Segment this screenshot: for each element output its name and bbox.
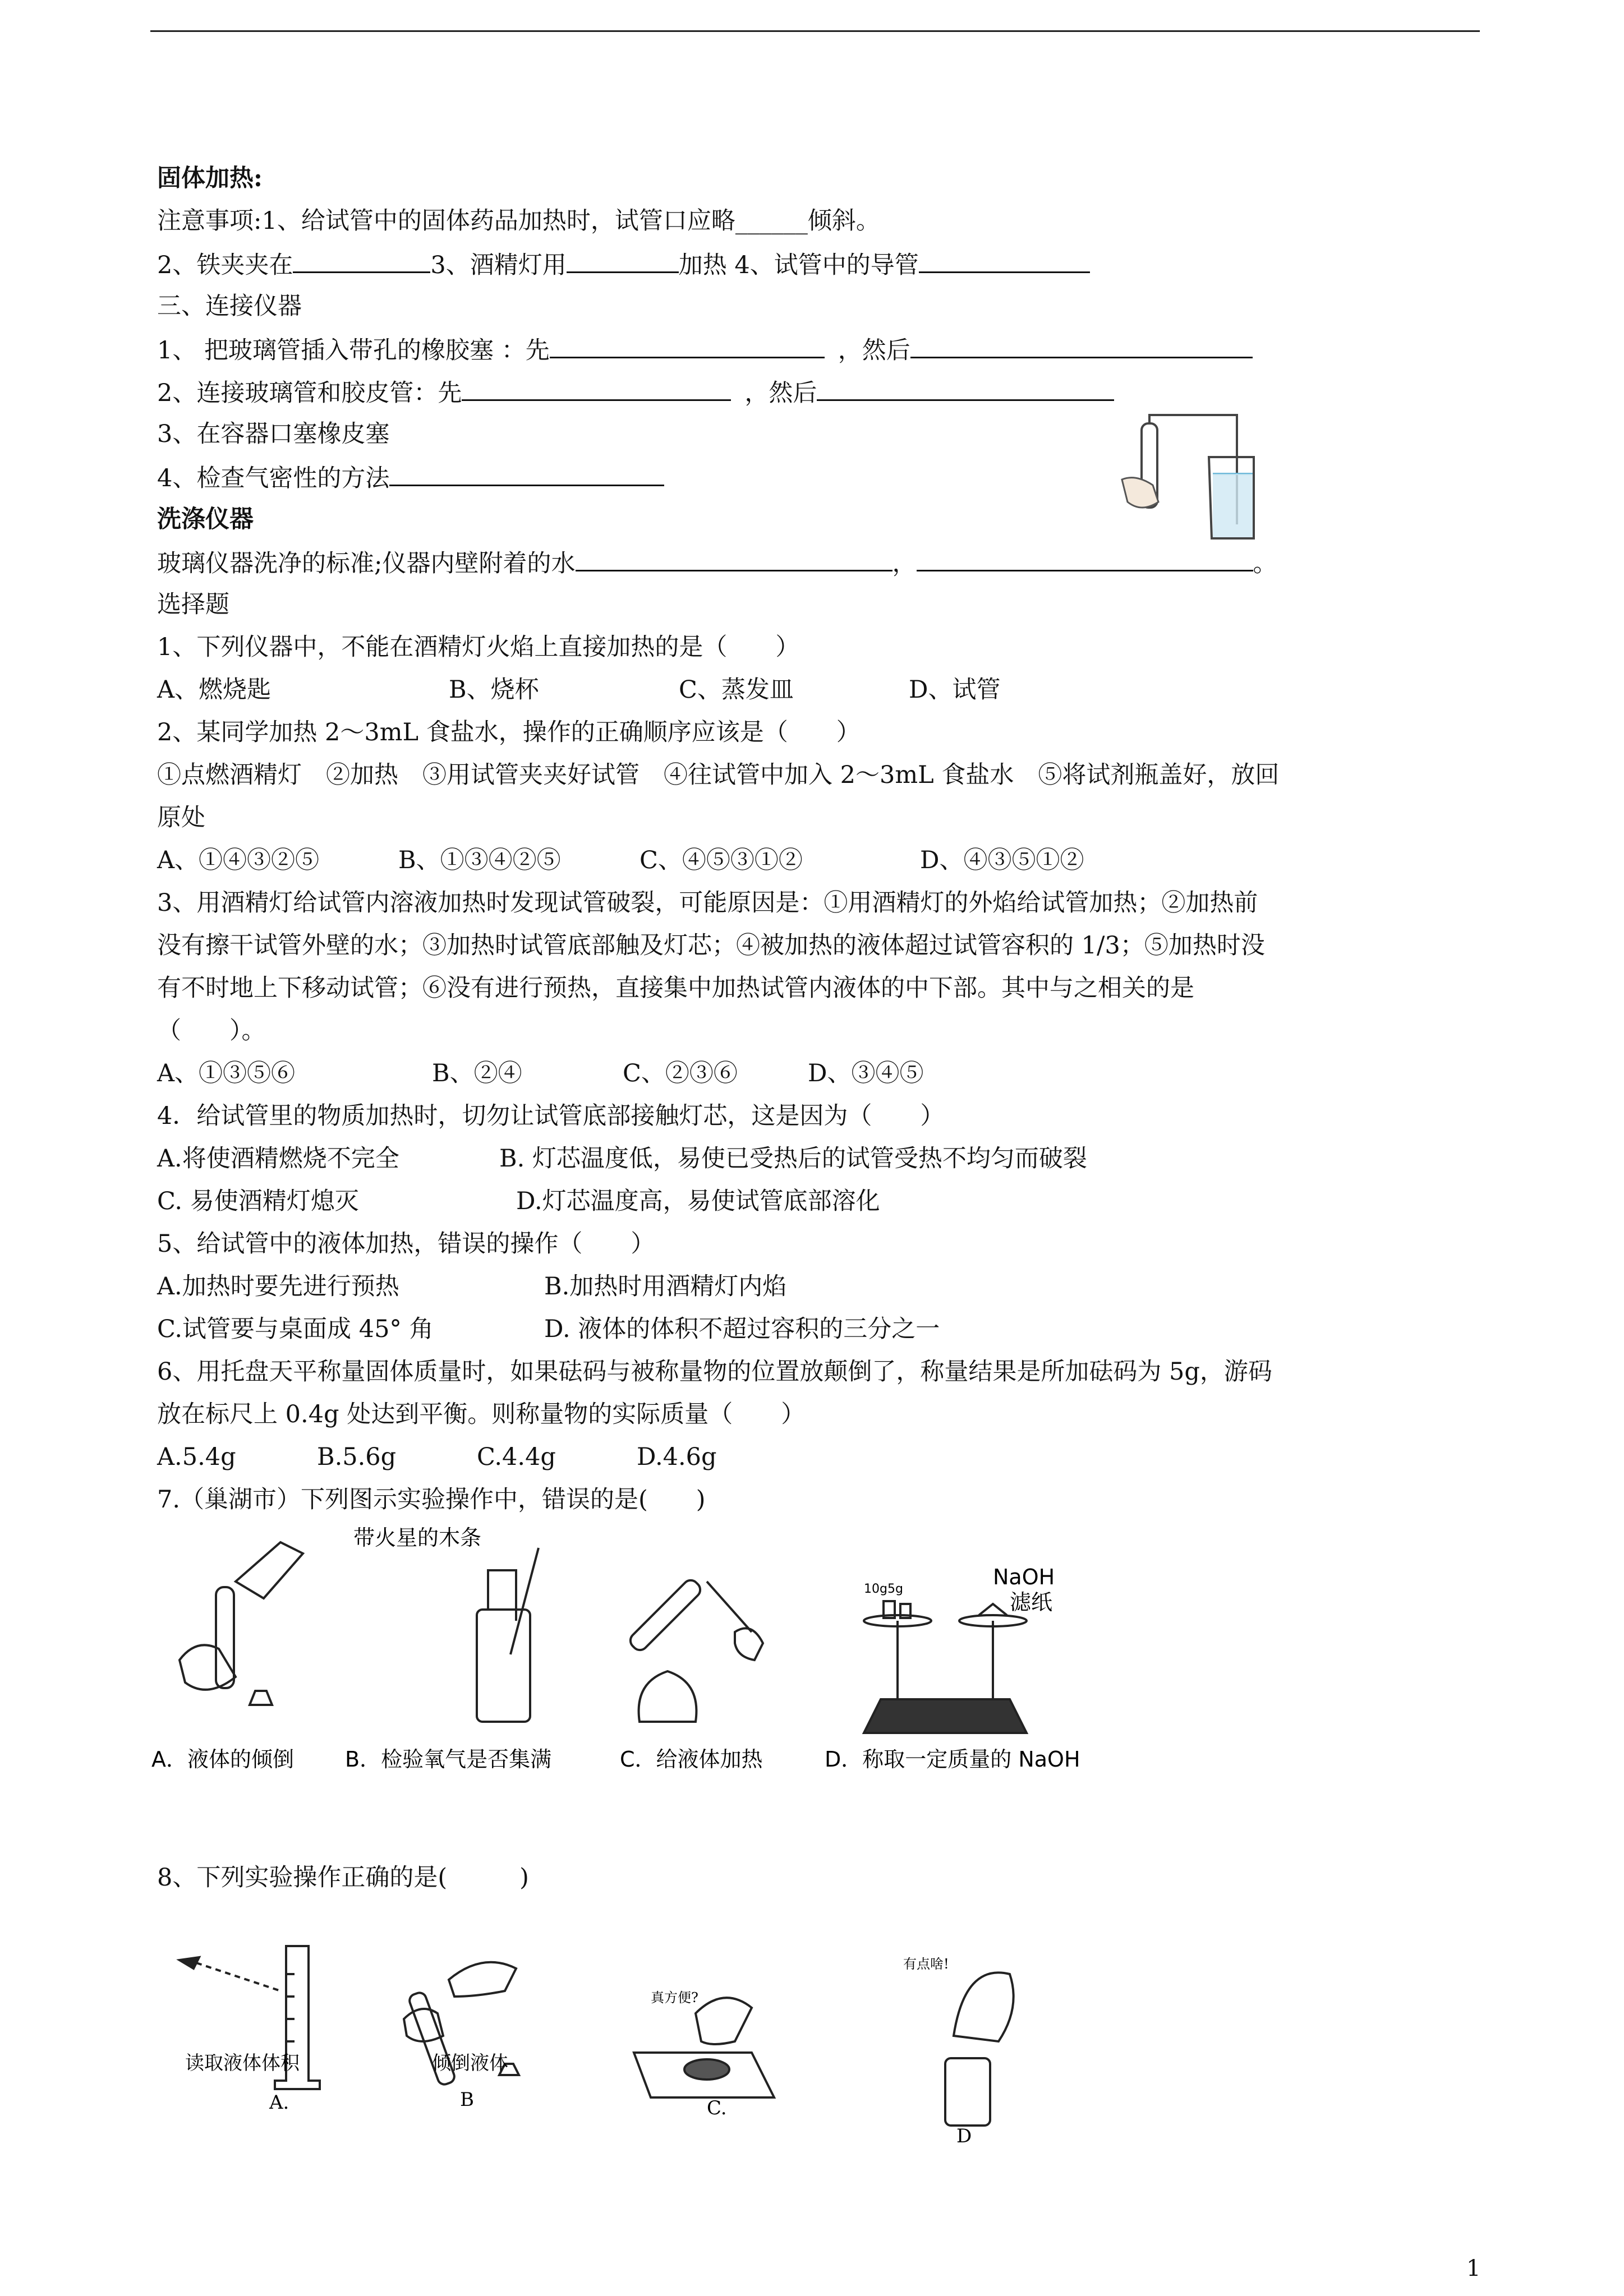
question-1-options (157, 668, 1487, 711)
answer-blank (919, 242, 1090, 273)
option-c: C. 易使酒精灯熄灭 (157, 1187, 359, 1215)
naoh-label: NaOH (993, 1565, 1055, 1589)
letter-d: D (956, 2125, 972, 2142)
worksheet-body (157, 157, 1487, 1521)
question-2: 2、某同学加热 2～3mL 食盐水，操作的正确顺序应该是（ ） (157, 718, 861, 746)
heading-solid-heating: 固体加热: (157, 164, 263, 192)
splint-label: 带火星的木条 (353, 1525, 482, 1550)
q7-figure-strip (151, 1520, 1116, 1772)
question-3-line: 有不时地上下移动试管；⑥没有进行预热，直接集中加热试管内液体的中下部。其中与之相关的是 (157, 974, 1194, 1002)
reagent-bottle-icon (449, 1962, 516, 1997)
option-c: C、蒸发皿 (679, 676, 794, 704)
page-number: 1 (1466, 2256, 1481, 2281)
notes-blank: ______ (735, 207, 808, 235)
option-d: D、试管 (909, 676, 1001, 704)
connect-2 (157, 370, 1487, 413)
connect-1-text: 1、 把玻璃管插入带孔的橡胶塞 ：先 (157, 336, 550, 365)
question-5-options-cd (157, 1308, 1487, 1350)
question-8-block (157, 1856, 1487, 1899)
question-3-line: 没有擦干试管外壁的水；③加热时试管底部触及灯芯；④被加热的液体超过试管容积的 1/3；⑤加热时没 (157, 932, 1265, 960)
connect-1 (157, 328, 1487, 370)
letter-c: C. (707, 2097, 727, 2119)
option-d: D、④③⑤①② (920, 846, 1084, 874)
test-tube-icon (216, 1587, 234, 1688)
option-b: B、烧杯 (449, 676, 539, 704)
reagent-bottle-icon (236, 1542, 303, 1598)
connect-3: 3、在容器口塞橡皮塞 (157, 420, 390, 448)
clamp-line (157, 242, 1487, 285)
filter-paper-icon (979, 1604, 1007, 1615)
eye-icon (180, 1957, 199, 1968)
question-6-line: 6、用托盘天平称量固体质量时，如果砝码与被称量物的位置放颠倒了，称量结果是所加砝码为 5g，游码 (157, 1358, 1272, 1386)
delivery-tube (488, 1570, 516, 1621)
question-3-options (157, 1052, 1487, 1095)
connect-4 (157, 455, 1487, 498)
header-rule (150, 30, 1480, 32)
caption-a-text: 读取液体体积 (185, 2052, 300, 2074)
pour-liquid-illustration (180, 1542, 303, 1705)
question-3-line: 3、用酒精灯给试管内溶液加热时发现试管破裂，可能原因是：①用酒精灯的外焰给试管加热；②加热前 (157, 889, 1258, 917)
clamp-text-b: 3、酒精灯用 (430, 251, 567, 279)
connect-1-then: ，然后 (838, 336, 910, 365)
connect-4-text: 4、检查气密性的方法 (157, 464, 390, 492)
option-a: A.5.4g (157, 1443, 236, 1471)
balance-illustration (864, 1601, 1027, 1733)
gas-jar-icon (477, 1610, 530, 1722)
wash-comma: ， (892, 550, 917, 578)
caption-c: C．给液体加热 (620, 1747, 763, 1772)
option-b: B、②④ (432, 1059, 522, 1087)
filter-paper-label: 滤纸 (1010, 1590, 1053, 1615)
answer-blank (550, 328, 825, 358)
notes-line (157, 200, 1487, 242)
clamp-text-a: 2、铁夹夹在 (157, 251, 293, 279)
answer-blank (917, 541, 1253, 571)
notes-text: 注意事项:1、给试管中的固体药品加热时，试管口应略 (157, 207, 735, 235)
glowing-splint-icon (510, 1548, 539, 1654)
option-c: C、②③⑥ (623, 1059, 738, 1087)
option-b: B、①③④②⑤ (398, 846, 561, 874)
option-d: D、③④⑤ (808, 1059, 924, 1087)
option-b: B.加热时用酒精灯内焰 (544, 1273, 787, 1301)
answer-blank (817, 370, 1114, 401)
gas-bottle-icon (945, 2058, 990, 2126)
heating-liquid-illustration (627, 1577, 763, 1722)
tube-holder-icon (707, 1582, 752, 1632)
option-c: C.试管要与桌面成 45° 角 (157, 1315, 434, 1343)
caption-b-text: 倾倒液体 (432, 2052, 508, 2074)
option-a: A、①④③②⑤ (157, 846, 320, 874)
stopper-icon (250, 1691, 272, 1705)
question-1: 1、下列仪器中，不能在酒精灯火焰上直接加热的是（ ） (157, 633, 800, 661)
question-6-options (157, 1436, 1487, 1478)
heading-washing: 洗涤仪器 (157, 505, 254, 533)
balance-base (864, 1699, 1027, 1733)
option-a: A、①③⑤⑥ (157, 1059, 296, 1087)
wash-text: 玻璃仪器洗净的标准;仪器内壁附着的水 (157, 550, 576, 578)
bubble-c: 真方便? (651, 1990, 698, 2005)
smell-gas-illustration (945, 1972, 1014, 2126)
section-choice: 选择题 (157, 591, 229, 619)
face-icon (954, 1972, 1014, 2041)
question-4: 4．给试管里的物质加热时，切勿让试管底部接触灯芯，这是因为（ ） (157, 1102, 945, 1130)
option-c: C、④⑤③①② (640, 846, 803, 874)
question-3-line: （ ）。 (157, 1017, 266, 1045)
option-d: D.灯芯温度高，易使试管底部溶化 (516, 1187, 880, 1215)
question-4-options-ab (157, 1137, 1487, 1180)
airtightness-check-figure (1119, 412, 1257, 544)
bubble-d: 有点啥! (903, 1956, 949, 1972)
hand-icon (696, 1998, 752, 2044)
answer-blank (389, 455, 664, 486)
option-c: C.4.4g (477, 1443, 556, 1471)
wash-period: 。 (1253, 550, 1277, 578)
answer-blank (576, 541, 892, 571)
q8-figure-strip (168, 1929, 1133, 2142)
answer-blank (462, 370, 731, 401)
question-5-options-ab (157, 1265, 1487, 1308)
solid-sample-icon (684, 2059, 729, 2080)
answer-blank (910, 328, 1253, 358)
touch-chemical-illustration (634, 1998, 774, 2097)
clamp-text-c: 加热 4、试管中的导管 (678, 251, 919, 279)
connect-2-text: 2、连接玻璃管和胶皮管：先 (157, 379, 462, 407)
option-b: B.5.6g (317, 1443, 397, 1471)
letter-b: B (460, 2088, 474, 2111)
question-2-steps: ①点燃酒精灯 ②加热 ③用试管夹夹好试管 ④往试管中加入 2～3mL 食盐水 ⑤将试剂瓶盖好，放回 (157, 761, 1280, 789)
caption-d: D．称取一定质量的 NaOH (825, 1747, 1080, 1772)
option-a: A、燃烧匙 (157, 676, 272, 704)
caption-a: A．液体的倾倒 (151, 1747, 294, 1772)
question-2-steps-cont: 原处 (157, 804, 205, 832)
question-2-options (157, 839, 1487, 882)
option-a: A.加热时要先进行预热 (157, 1273, 399, 1301)
oxygen-check-illustration (477, 1548, 539, 1722)
letter-a: A. (269, 2091, 289, 2114)
hand-icon (404, 2009, 443, 2041)
sight-line (196, 1963, 280, 1991)
question-8: 8、下列实验操作正确的是( ) (157, 1864, 529, 1892)
answer-blank (293, 242, 430, 273)
question-7: 7.（巢湖市）下列图示实验操作中，错误的是( ) (157, 1486, 706, 1514)
connect-2-then: ，然后 (744, 379, 817, 407)
section-connect: 三、连接仪器 (157, 292, 302, 320)
weights-label: 10g5g (864, 1582, 903, 1596)
option-d: D. 液体的体积不超过容积的三分之一 (544, 1315, 940, 1343)
option-d: D.4.6g (637, 1443, 717, 1471)
question-6-line: 放在标尺上 0.4g 处达到平衡。则称量物的实际质量（ ） (157, 1400, 806, 1428)
wash-line (157, 541, 1487, 583)
option-a: A.将使酒精燃烧不完全 (157, 1145, 399, 1173)
hand-icon (180, 1645, 236, 1690)
question-5: 5、给试管中的液体加热，错误的操作（ ） (157, 1230, 655, 1258)
test-tube-icon (627, 1577, 703, 1653)
alcohol-lamp-icon (639, 1671, 697, 1722)
notes-suffix: 倾斜。 (807, 207, 880, 235)
answer-blank (567, 242, 679, 273)
option-b: B. 灯芯温度低，易使已受热后的试管受热不均匀而破裂 (499, 1145, 1087, 1173)
hand-icon (1122, 478, 1158, 508)
caption-b: B．检验氧气是否集满 (345, 1747, 552, 1772)
question-4-options-cd (157, 1180, 1487, 1223)
hand-icon (735, 1628, 763, 1660)
